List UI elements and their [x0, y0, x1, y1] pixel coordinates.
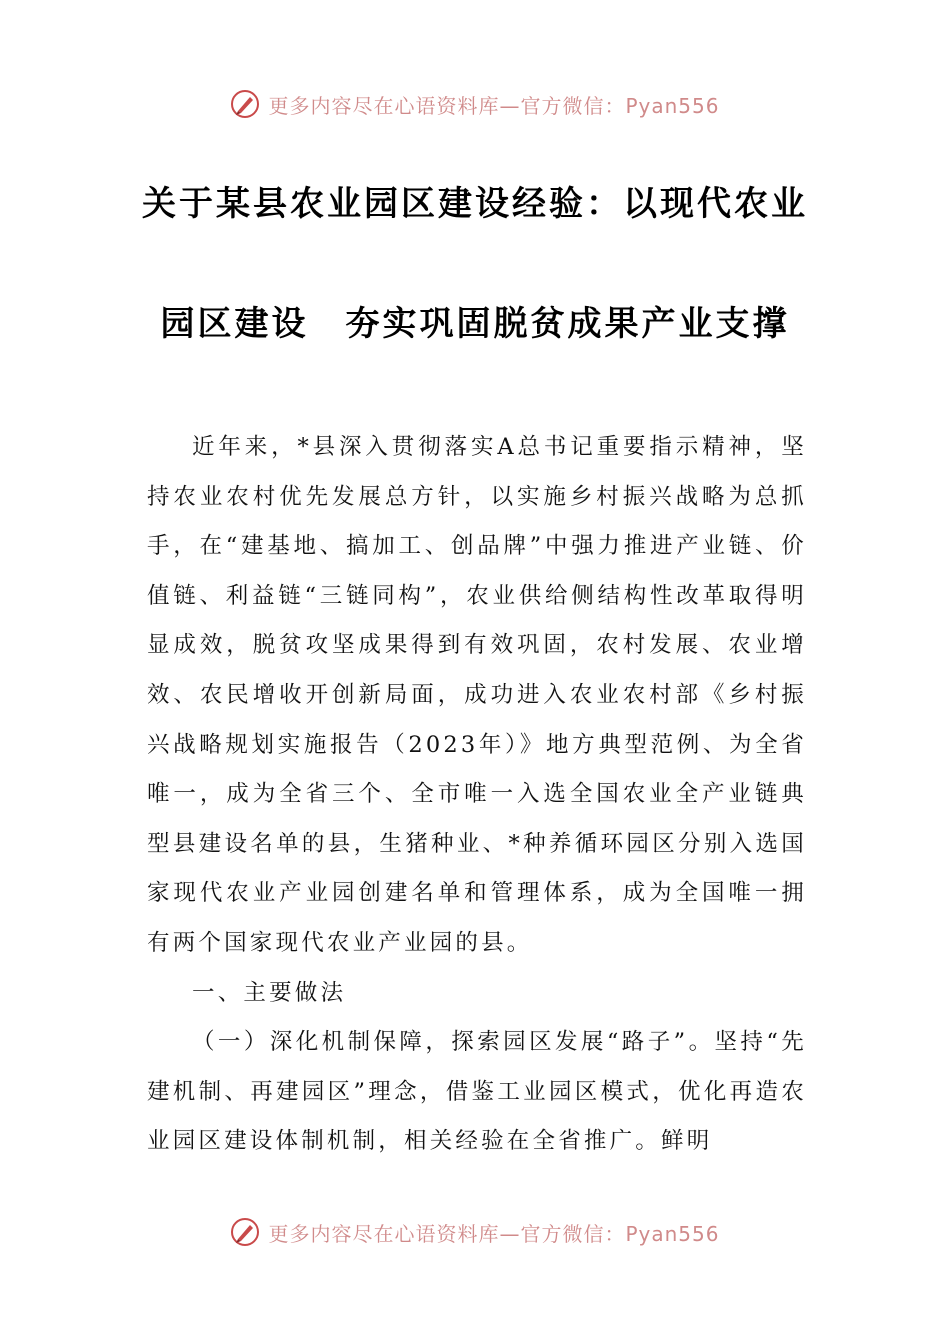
pen-logo-icon [230, 89, 260, 119]
watermark-footer [0, 1212, 950, 1252]
document-title-line-1: 关于某县农业园区建设经验：以现代农业 [142, 184, 808, 224]
section-heading: 一、主要做法 [192, 979, 347, 1006]
watermark-text: 更多内容尽在心语资料库—官方微信：Pyan556 [268, 93, 720, 118]
paragraph-subsection: （一）深化机制保障，探索园区发展“路子”。坚持“先建机制、再建园区”理念，借鉴工业园区模式，优化再造农业园区建设体制机制，相关经验在全省推广。鲜明 [147, 1029, 807, 1155]
pen-logo-icon [230, 1217, 260, 1247]
watermark-header [0, 84, 950, 124]
document-body [147, 423, 807, 1167]
paragraph-intro: 近年来，*县深入贯彻落实A总书记重要指示精神，坚持农业农村优先发展总方针，以实施乡村振兴战略为总抓手，在“建基地、搞加工、创品牌”中强力推进产业链、价值链、利益链“三链同构”，农业供给侧结构性改革取得明显成效，脱贫攻坚成果得到有效巩固，农村发展、农业增效、农民增收开创新局面，成功进入农业农村部《乡村振兴战略规划实施报告（2023年）》地方典型范例、为全省唯一，成为全省三个、全市唯一入选全国农业全产业链典型县建设名单的县，生猪种业、*种养循环园区分别入选国家现代农业产业园创建名单和管理体系，成为全国唯一拥有两个国家现代农业产业园的县。 [147, 434, 807, 956]
document-title-line-2: 园区建设 夯实巩固脱贫成果产业支撑 [160, 304, 790, 344]
watermark-text: 更多内容尽在心语资料库—官方微信：Pyan556 [268, 1221, 720, 1246]
